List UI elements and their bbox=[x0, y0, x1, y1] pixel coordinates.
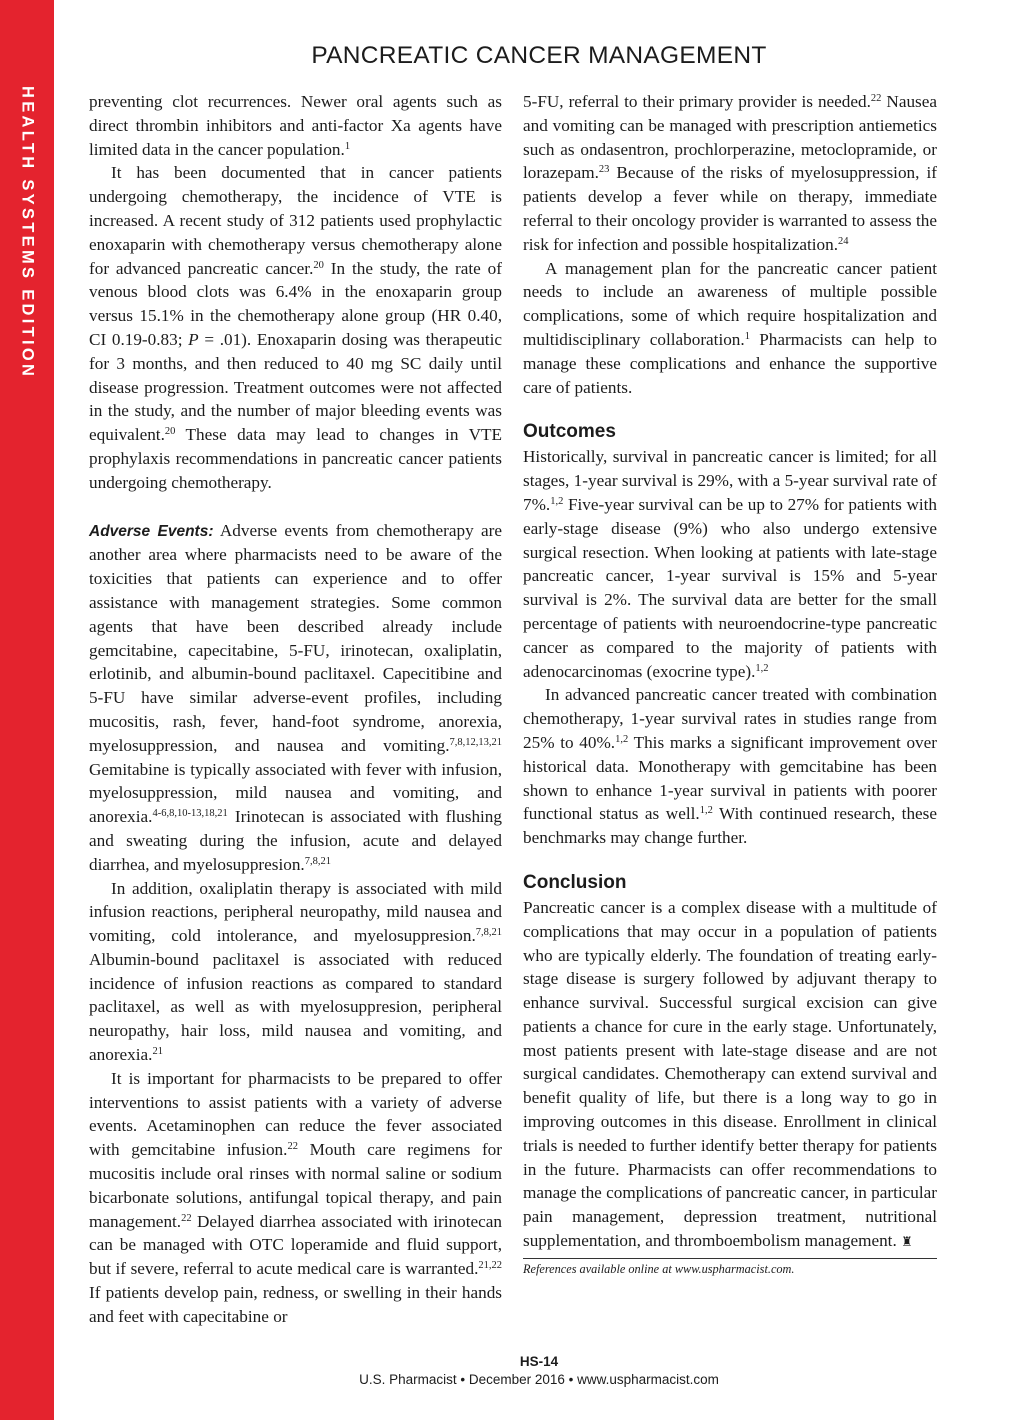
section-heading-conclusion: Conclusion bbox=[523, 871, 627, 893]
paragraph: In advanced pancreatic cancer treated with combination chemotherapy, 1-year survival rates in studies range from 25% to 40%.$^{1,2}$ This marks a significant improvement over historical data. Monotherapy with gemcitabine has been shown to enhance 1-year survival in patients with poorer functional status as well.$^{1,2}$ With continued research, these benchmarks may change further. bbox=[523, 685, 937, 848]
paragraph: Historically, survival in pancreatic cancer is limited; for all stages, 1-year survival is 29%, with a 5-year survival rate of 7%.$^{1,2}$ Five-year survival can be up to 27% for patients with early-stage disease (9%) who also undergo extensive surgical resection. When looking at patients with late-stage pancreatic cancer, 1-year survival is 15% and 5-year survival is 2%. The survival data are better for the small percentage of patients with neuroendocrine-type pancreatic cancer as compared to the majority of patients with adenocarcinomas (exocrine type).$^{1,2}$ bbox=[523, 447, 937, 681]
paragraph: preventing clot recurrences. Newer oral agents such as direct thrombin inhibitors and anti-factor Xa agents have limited data in the cancer population.$^1$ bbox=[89, 92, 502, 159]
paragraph: 5-FU, referral to their primary provider is needed.$^{22}$ Nausea and vomiting can be managed with prescription antiemetics such as ondasentron, prochlorperazine, metoclopramide, or lorazepam.$^{23}$ Because of the risks of myelosuppression, if patients develop a fever while on therapy, immediate referral to their oncology provider is warranted to assess the risk for infection and possible hospitalization.$^{24}$ bbox=[523, 92, 937, 254]
references-note: References available online at www.uspharmacist.com. bbox=[523, 1258, 937, 1277]
paragraph: It is important for pharmacists to be prepared to offer interventions to assist patients with a variety of adverse events. Acetaminophen can reduce the fever associated with gemcitabine infusion.$^{22}$ Mouth care regimens for mucositis include oral rinses with normal saline or sodium bicarbonate solutions, antifungal topical therapy, and pain management.$^{22}$ Delayed diarrhea associated with irinotecan can be managed with OTC loperamide and fluid support, but if severe, referral to acute medical care is warranted.$^{21,22}$ If patients develop pain, redness, or swelling in their hands and feet with capecitabine or bbox=[89, 1068, 502, 1326]
section-heading-outcomes: Outcomes bbox=[523, 421, 616, 443]
left-column bbox=[89, 90, 502, 1329]
page-footer bbox=[54, 1353, 1024, 1389]
paragraph: Pancreatic cancer is a complex disease with a multitude of complications that may occur in a population of patients who are typically elderly. The foundation of treating early-stage disease is surgery followed by adjuvant therapy to enhance survival. Successful surgical excision can give patients a chance for cure in the early stage. Unfortunately, most patients present with late-stage disease and are not surgical candidates. Chemotherapy can extend survival and benefit quality of life, but there is a long way to go in improving outcomes in this disease. Enrollment in clinical trials is needed to further identify better therapy for patients in the future. Pharmacists can offer recommendations to manage the complications of pancreatic cancer, in particular pain management, depression treatment, nutritional supplementation, and thromboembolism management. ♜ bbox=[523, 897, 937, 1251]
right-column bbox=[523, 90, 937, 1277]
paragraph: It has been documented that in cancer patients undergoing chemotherapy, the incidence of VTE is increased. A recent study of 312 patients used prophylactic enoxaparin with chemotherapy versus chemotherapy alone for advanced pancreatic cancer.$^{20}$ In the study, the rate of venous blood clots was 6.4% in the enoxaparin group versus 15.1% in the chemotherapy alone group (HR 0.40, CI 0.19-0.83; P = .01). Enoxaparin dosing was therapeutic for 3 months, and then reduced to 40 mg SC daily until disease progression. Treatment outcomes were not affected in the study, and the number of major bleeding events was equivalent.$^{20}$ These data may lead to changes in VTE prophylaxis recommendations in pancreatic cancer patients undergoing chemotherapy. bbox=[89, 163, 502, 492]
run-in-heading: Adverse Events: bbox=[89, 522, 214, 540]
edition-label: HEALTH SYSTEMS EDITION bbox=[18, 86, 37, 380]
paragraph-adverse-events: Adverse Events: Adverse events from chemotherapy are another area where pharmacists need to be aware of the toxicities that patients can experience and to offer assistance with management strategies. Some common agents that have been described already include gemcitabine, capecitabine, 5-FU, irinotecan, oxaliplatin, erlotinib, and albumin-bound paclitaxel. Capecitibine and 5-FU have similar adverse-event profiles, including mucositis, rash, fever, hand-foot syndrome, anorexia, myelosuppression, and nausea and vomiting.$^{7,8,12,13,21}$ Gemitabine is typically associated with fever with infusion, myelosuppression, mild nausea and vomiting, and anorexia.$^{4-6,8,10-13,18,21}$ Irinotecan is associated with flushing and sweating during the infusion, acute and delayed diarrhea, and myelosuppresion.$^{7,8,21}$ bbox=[89, 520, 502, 874]
paragraph: A management plan for the pancreatic cancer patient needs to include an awareness of multiple possible complications, some of which require hospitalization and multidisciplinary collaboration.$^1$ Pharmacists can help to manage these complications and enhance the supportive care of patients. bbox=[523, 258, 937, 397]
publication-line: U.S. Pharmacist • December 2016 • www.uspharmacist.com bbox=[359, 1372, 719, 1387]
mortar-pestle-icon: ♜ bbox=[901, 1235, 913, 1251]
edition-sidebar bbox=[0, 0, 54, 1420]
running-head: PANCREATIC CANCER MANAGEMENT bbox=[311, 42, 767, 69]
page-number: HS-14 bbox=[519, 1354, 559, 1369]
paragraph: In addition, oxaliplatin therapy is associated with mild infusion reactions, peripheral neuropathy, mild nausea and vomiting, cold intolerance, and myelosuppresion.$^{7,8,21}$ Albumin-bound paclitaxel is associated with reduced incidence of infusion reactions as compared to standard paclitaxel, as well as with myelosuppresion, peripheral neuropathy, hair loss, mild nausea and vomiting, and anorexia.$^{21}$ bbox=[89, 878, 502, 1065]
